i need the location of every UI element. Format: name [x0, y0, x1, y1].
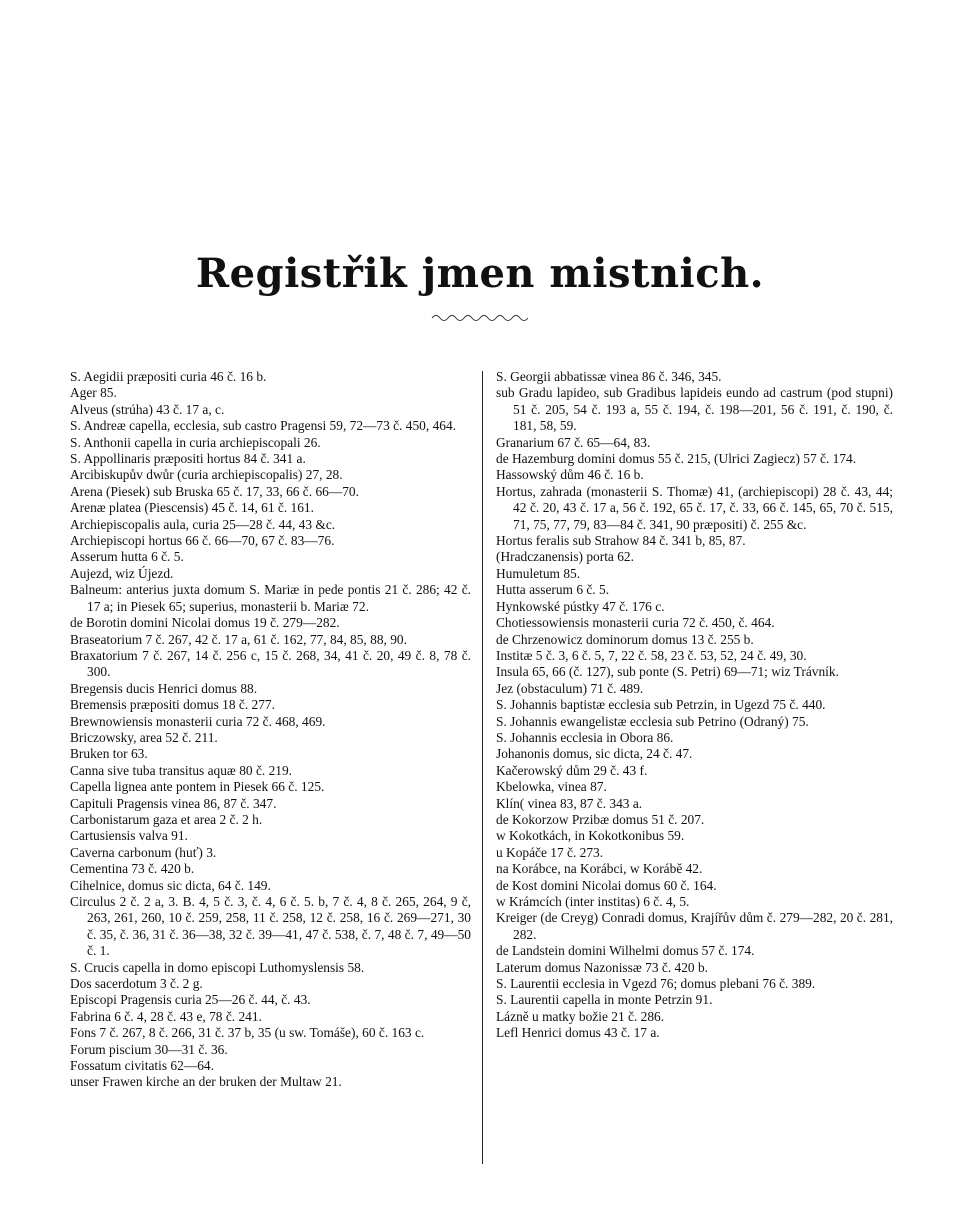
index-entry: de Borotin domini Nicolai domus 19 č. 279—282.: [70, 615, 340, 631]
index-entry: S. Crucis capella in domo episcopi Luthomyslensis 58.: [70, 959, 365, 975]
index-entry: Hutta asserum 6 č. 5.: [496, 582, 610, 598]
index-entry: S. Johannis ewangelistæ ecclesia sub Petrino (Odraný) 75.: [496, 713, 809, 729]
index-entry: S. Laurentii ecclesia in Vgezd 76; domus plebani 76 č. 389.: [496, 976, 816, 992]
index-entry: sub Gradu lapideo, sub Gradibus lapideis eundo ad castrum (pod stupni) 51 č. 205, 54 č. 193 a, 55 č. 194, č. 198—201, 56 č. 191, č. 190, č. 181, 58, 59.: [496, 385, 893, 434]
index-entry: Kreiger (de Creyg) Conradi domus, Krajířův dům č. 279—282, 20 č. 281, 282.: [496, 910, 893, 942]
index-entry: Kačerowský dům 29 č. 43 f.: [496, 762, 648, 778]
index-entry: de Hazemburg domini domus 55 č. 215, (Ulrici Zagiecz) 57 č. 174.: [496, 451, 857, 467]
column-divider: [482, 371, 483, 1164]
index-entry: Cihelnice, domus sic dicta, 64 č. 149.: [70, 877, 271, 893]
index-entry: Fons 7 č. 267, 8 č. 266, 31 č. 37 b, 35 (u sw. Tomáše), 60 č. 163 c.: [70, 1025, 425, 1041]
index-entry: de Landstein domini Wilhelmi domus 57 č. 174.: [496, 943, 755, 959]
index-entry: de Kost domini Nicolai domus 60 č. 164.: [496, 877, 717, 893]
index-entry: S. Johannis ecclesia in Obora 86.: [496, 729, 674, 745]
index-entry: u Kopáče 17 č. 273.: [496, 844, 604, 860]
index-entry: Aujezd, wiz Újezd.: [70, 565, 174, 581]
index-entry: Braseatorium 7 č. 267, 42 č. 17 a, 61 č. 162, 77, 84, 85, 88, 90.: [70, 631, 407, 647]
index-entry: (Hradczanensis) porta 62.: [496, 549, 634, 565]
index-entry: S. Anthonii capella in curia archiepiscopali 26.: [70, 434, 321, 450]
index-entry: Granarium 67 č. 65—64, 83.: [496, 434, 651, 450]
index-entry: Canna sive tuba transitus aquæ 80 č. 219.: [70, 762, 293, 778]
index-entry: S. Andreæ capella, ecclesia, sub castro Pragensi 59, 72—73 č. 450, 464.: [70, 418, 457, 434]
index-entry: S. Georgii abbatissæ vinea 86 č. 346, 345.: [496, 369, 722, 384]
index-entry: unser Frawen kirche an der bruken der Multaw 21.: [70, 1074, 342, 1090]
index-entry: Carbonistarum gaza et area 2 č. 2 h.: [70, 811, 263, 827]
index-column-left: [70, 369, 471, 1091]
index-entry: S. Aegidii præpositi curia 46 č. 16 b.: [70, 369, 267, 384]
index-entry: S. Laurentii capella in monte Petrzin 91.: [496, 992, 713, 1008]
index-entry: Asserum hutta 6 č. 5.: [70, 549, 184, 565]
index-entry: Dos sacerdotum 3 č. 2 g.: [70, 976, 203, 992]
index-entry: de Chrzenowicz dominorum domus 13 č. 255 b.: [496, 631, 754, 647]
index-entry: Johanonis domus, sic dicta, 24 č. 47.: [496, 746, 693, 762]
index-entry: Circulus 2 č. 2 a, 3. B. 4, 5 č. 3, č. 4, 6 č. 5. b, 7 č. 4, 8 č. 265, 264, 9 č, 263, 261, 260, 10 č. 259, 258, 11 č. 258, 12 č. 258, 16 č. 269—271, 30 č. 35, č. 36, 31 č. 36—38, 32 č. 39—41, 47 č. 538, č. 7, 48 č. 7, 49—50 č. 1.: [70, 894, 471, 959]
index-column-right: [496, 369, 893, 1042]
index-entry: w Kokotkách, in Kokotkonibus 59.: [496, 828, 685, 844]
index-entry: Bremensis præpositi domus 18 č. 277.: [70, 697, 275, 713]
index-entry: Humuletum 85.: [496, 565, 581, 581]
index-entry: na Korábce, na Korábci, w Korábě 42.: [496, 861, 703, 877]
index-entry: Capituli Pragensis vinea 86, 87 č. 347.: [70, 795, 277, 811]
index-entry: Chotiessowiensis monasterii curia 72 č. 450, č. 464.: [496, 615, 775, 631]
index-entry: Brewnowiensis monasterii curia 72 č. 468, 469.: [70, 713, 326, 729]
index-entry: Institæ 5 č. 3, 6 č. 5, 7, 22 č. 58, 23 č. 53, 52, 24 č. 49, 30.: [496, 647, 807, 663]
index-entry: Fossatum civitatis 62—64.: [70, 1058, 214, 1074]
index-entry: Fabrina 6 č. 4, 28 č. 43 e, 78 č. 241.: [70, 1008, 262, 1024]
index-entry: Hortus, zahrada (monasterii S. Thomæ) 41, (archiepiscopi) 28 č. 43, 44; 42 č. 20, 43 č. 17 a, 56 č. 192, 65 č. 17, č. 33, 66 č. 145, 65, 70 č. 515, 71, 75, 77, 79, 83—84 č. 341, 90 præpositi) č. 255 &c.: [496, 483, 893, 532]
wave-ornament-icon: [430, 312, 530, 324]
index-entry: Cartusiensis valva 91.: [70, 828, 188, 844]
index-entry: Klín( vinea 83, 87 č. 343 a.: [496, 795, 643, 811]
index-entry: Archiepiscopalis aula, curia 25—28 č. 44, 43 &c.: [70, 516, 336, 532]
page-title: Registřik jmen mistnich.: [195, 250, 765, 297]
index-entry: Jez (obstaculum) 71 č. 489.: [496, 680, 644, 696]
index-entry: Insula 65, 66 (č. 127), sub ponte (S. Petri) 69—71; wiz Trávník.: [496, 664, 839, 680]
index-entry: Arcibiskupův dwůr (curia archiepiscopalis) 27, 28.: [70, 467, 343, 483]
index-entry: Laterum domus Nazonissæ 73 č. 420 b.: [496, 959, 708, 975]
index-entry: Lefl Henrici domus 43 č. 17 a.: [496, 1025, 660, 1041]
index-entry: S. Johannis baptistæ ecclesia sub Petrzin, in Ugezd 75 č. 440.: [496, 697, 826, 713]
index-entry: Bruken tor 63.: [70, 746, 148, 762]
index-entry: Braxatorium 7 č. 267, 14 č. 256 c, 15 č. 268, 34, 41 č. 20, 49 č. 8, 78 č. 300.: [70, 647, 471, 680]
index-entry: Bregensis ducis Henrici domus 88.: [70, 680, 258, 696]
index-entry: Alveus (strúha) 43 č. 17 a, c.: [70, 401, 225, 417]
index-entry: de Kokorzow Przibæ domus 51 č. 207.: [496, 811, 705, 827]
index-entry: Lázně u matky božie 21 č. 286.: [496, 1008, 665, 1024]
index-entry: Kbelowka, vinea 87.: [496, 779, 607, 795]
index-entry: Hynkowské pústky 47 č. 176 c.: [496, 598, 665, 614]
index-entry: Arenæ platea (Piescensis) 45 č. 14, 61 č. 161.: [70, 500, 314, 516]
index-entry: Hassowský dům 46 č. 16 b.: [496, 467, 644, 483]
index-entry: Balneum: anterius juxta domum S. Mariæ in pede pontis 21 č. 286; 42 č. 17 a; in Piesek 65; superius, monasterii b. Mariæ 72.: [70, 582, 471, 614]
index-entry: Ager 85.: [70, 385, 117, 401]
index-entry: Caverna carbonum (huť) 3.: [70, 844, 217, 860]
index-entry: Episcopi Pragensis curia 25—26 č. 44, č. 43.: [70, 992, 311, 1008]
index-entry: Capella lignea ante pontem in Piesek 66 č. 125.: [70, 779, 325, 795]
index-entry: w Krámcích (inter institas) 6 č. 4, 5.: [496, 894, 690, 909]
index-entry: Arena (Piesek) sub Bruska 65 č. 17, 33, 66 č. 66—70.: [70, 483, 359, 499]
index-entry: Hortus feralis sub Strahow 84 č. 341 b, 85, 87.: [496, 533, 746, 549]
index-entry: S. Appollinaris præpositi hortus 84 č. 341 a.: [70, 451, 306, 467]
index-entry: Briczowsky, area 52 č. 211.: [70, 729, 218, 745]
index-entry: Forum piscium 30—31 č. 36.: [70, 1041, 228, 1057]
index-entry: Archiepiscopi hortus 66 č. 66—70, 67 č. 83—76.: [70, 533, 335, 549]
index-entry: Cementina 73 č. 420 b.: [70, 861, 195, 877]
